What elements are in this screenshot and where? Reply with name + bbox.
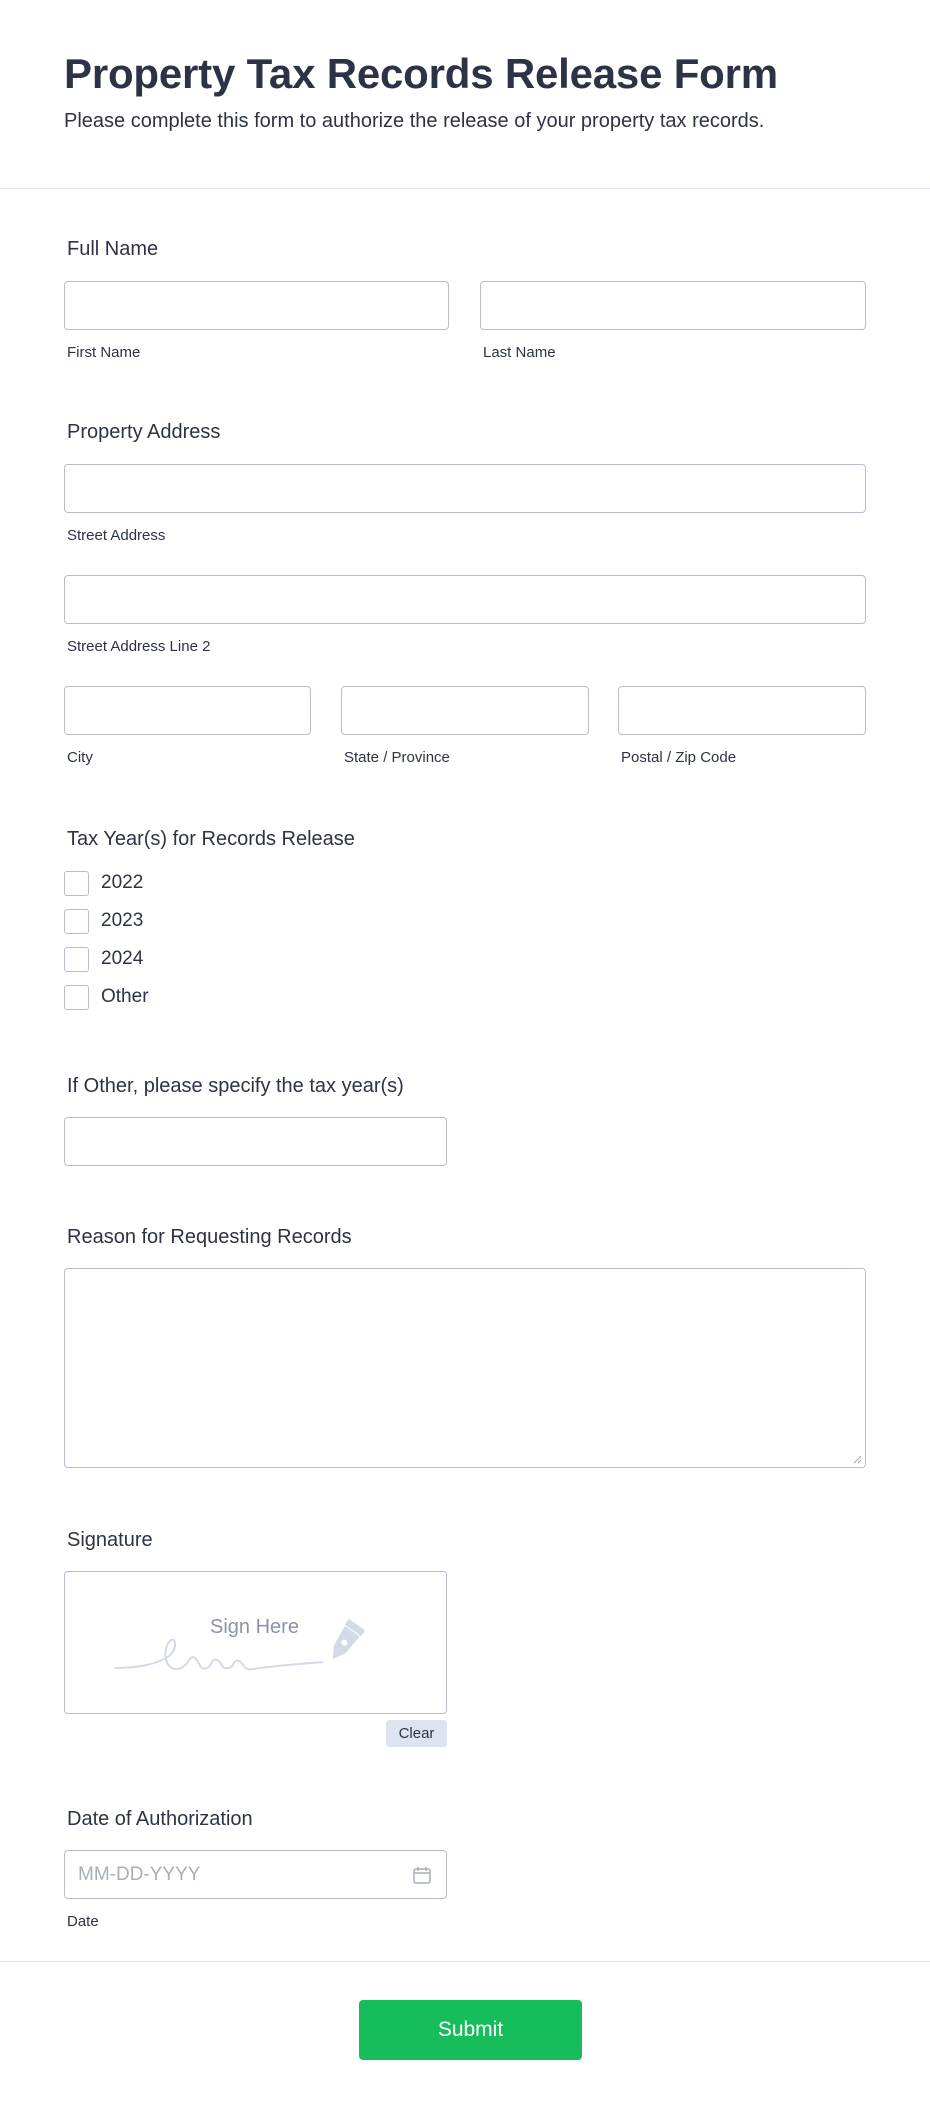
full-name-label: Full Name — [67, 238, 159, 260]
signature-label: Signature — [67, 1529, 153, 1551]
street-address-sublabel: Street Address — [67, 527, 166, 544]
other-year-label: If Other, please specify the tax year(s) — [67, 1075, 404, 1097]
signature-placeholder: Sign Here — [210, 1616, 299, 1638]
submit-button[interactable]: Submit — [359, 2000, 582, 2060]
checkbox-label: 2023 — [101, 910, 144, 931]
date-input[interactable] — [64, 1850, 447, 1899]
reason-textarea[interactable] — [64, 1268, 866, 1468]
resize-handle-icon[interactable] — [852, 1454, 862, 1464]
checkbox-label: 2024 — [101, 948, 144, 969]
form-header — [0, 0, 930, 189]
calendar-icon[interactable] — [412, 1865, 432, 1885]
state-input[interactable] — [341, 686, 589, 735]
form-footer — [0, 1961, 930, 2107]
date-sublabel: Date — [67, 1913, 99, 1930]
postal-code-sublabel: Postal / Zip Code — [621, 749, 737, 766]
street-address-line2-sublabel: Street Address Line 2 — [67, 638, 211, 655]
property-address-label: Property Address — [67, 421, 221, 443]
clear-signature-button[interactable]: Clear — [386, 1720, 447, 1747]
last-name-sublabel: Last Name — [483, 344, 556, 361]
street-address-input[interactable] — [64, 464, 866, 513]
reason-label: Reason for Requesting Records — [67, 1226, 352, 1248]
date-label: Date of Authorization — [67, 1808, 253, 1830]
state-sublabel: State / Province — [344, 749, 450, 766]
last-name-input[interactable] — [480, 281, 866, 330]
street-address-line2-input[interactable] — [64, 575, 866, 624]
checkbox[interactable] — [64, 985, 89, 1010]
checkbox[interactable] — [64, 871, 89, 896]
page-title: Property Tax Records Release Form — [64, 50, 778, 97]
postal-code-input[interactable] — [618, 686, 866, 735]
city-input[interactable] — [64, 686, 311, 735]
other-year-input[interactable] — [64, 1117, 447, 1166]
first-name-sublabel: First Name — [67, 344, 141, 361]
tax-years-label: Tax Year(s) for Records Release — [67, 828, 355, 850]
checkbox-label: Other — [101, 986, 149, 1007]
signature-pad[interactable] — [64, 1571, 447, 1714]
page-subtitle: Please complete this form to authorize the release of your property tax records. — [64, 110, 765, 132]
date-placeholder: MM-DD-YYYY — [78, 1864, 201, 1885]
signature-squiggle-icon — [113, 1616, 413, 1686]
checkbox-label: 2022 — [101, 872, 144, 893]
checkbox[interactable] — [64, 947, 89, 972]
city-sublabel: City — [67, 749, 93, 766]
checkbox[interactable] — [64, 909, 89, 934]
first-name-input[interactable] — [64, 281, 449, 330]
